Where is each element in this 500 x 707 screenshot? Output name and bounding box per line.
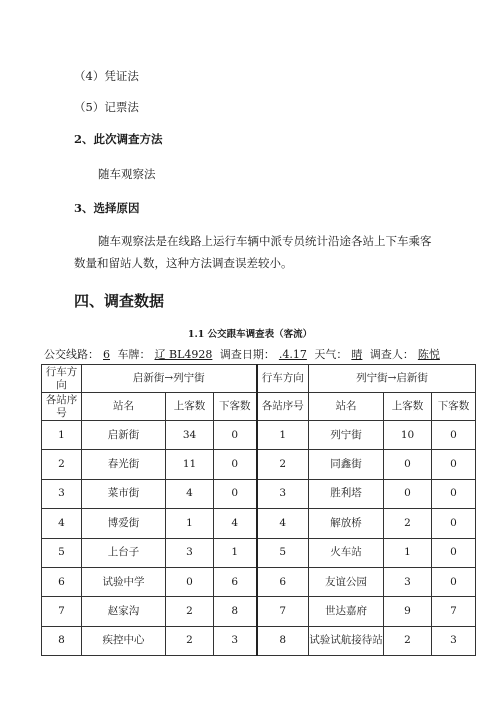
header-route-1: 启新街→列宁街 (82, 365, 257, 393)
boarding-cell-dir2: 0 (384, 479, 432, 508)
header-off-2: 下客数 (432, 393, 476, 421)
seq-cell-dir1: 7 (42, 597, 82, 626)
station-cell-dir2: 解放桥 (309, 509, 384, 538)
boarding-cell-dir1: 2 (166, 597, 214, 626)
weather-value: 晴 (351, 348, 363, 361)
boarding-cell-dir2: 9 (384, 597, 432, 626)
boarding-cell-dir2: 0 (384, 450, 432, 479)
station-cell-dir1: 博爱街 (82, 509, 166, 538)
station-cell-dir2: 胜利塔 (309, 479, 384, 508)
boarding-cell-dir2: 10 (384, 421, 432, 450)
alighting-cell-dir1: 0 (214, 450, 257, 479)
seq-cell-dir1: 4 (42, 509, 82, 538)
table-row (42, 626, 476, 655)
boarding-cell-dir1: 34 (166, 421, 214, 450)
station-cell-dir2: 试验试航接待站 (309, 626, 384, 655)
seq-cell-dir1: 6 (42, 567, 82, 596)
seq-cell-dir1: 1 (42, 421, 82, 450)
line-value: 6 (103, 348, 110, 361)
header-name-1: 站名 (82, 393, 166, 421)
seq-cell-dir1: 2 (42, 450, 82, 479)
alighting-cell-dir2: 3 (432, 626, 476, 655)
alighting-cell-dir1: 6 (214, 567, 257, 596)
header-seq-1: 各站序号 (42, 393, 82, 421)
alighting-cell-dir1: 8 (214, 597, 257, 626)
header-route-2: 列宁街→启新街 (309, 365, 476, 393)
table-row (42, 509, 476, 538)
seq-cell-dir2: 1 (257, 421, 309, 450)
boarding-cell-dir1: 4 (166, 479, 214, 508)
seq-cell-dir2: 7 (257, 597, 309, 626)
station-cell-dir2: 列宁街 (309, 421, 384, 450)
plate-label: 车牌： (117, 348, 151, 361)
table-row (42, 479, 476, 508)
alighting-cell-dir1: 3 (214, 626, 257, 655)
station-cell-dir2: 火车站 (309, 538, 384, 567)
seq-cell-dir1: 3 (42, 479, 82, 508)
alighting-cell-dir2: 7 (432, 597, 476, 626)
alighting-cell-dir2: 0 (432, 509, 476, 538)
table-caption: 1.1 公交跟车调查表（客流） (187, 329, 313, 340)
method-text: 随车观察法 (98, 167, 156, 181)
weather-label: 天气： (314, 348, 348, 361)
boarding-cell-dir1: 1 (166, 509, 214, 538)
seq-cell-dir2: 2 (257, 450, 309, 479)
boarding-cell-dir1: 3 (166, 538, 214, 567)
alighting-cell-dir1: 0 (214, 421, 257, 450)
surveyor-value: 陈悦 (417, 348, 440, 361)
station-cell-dir1: 疾控中心 (82, 626, 166, 655)
header-name-2: 站名 (309, 393, 384, 421)
alighting-cell-dir1: 1 (214, 538, 257, 567)
section-title: 四、调查数据 (74, 292, 165, 310)
seq-cell-dir2: 4 (257, 509, 309, 538)
subheading-reason: 3、选择原因 (74, 201, 140, 215)
list-item-5: （5）记票法 (74, 100, 139, 114)
boarding-cell-dir1: 2 (166, 626, 214, 655)
alighting-cell-dir1: 4 (214, 509, 257, 538)
boarding-cell-dir2: 3 (384, 567, 432, 596)
station-cell-dir1: 启新街 (82, 421, 166, 450)
seq-cell-dir1: 5 (42, 538, 82, 567)
alighting-cell-dir2: 0 (432, 567, 476, 596)
seq-cell-dir2: 8 (257, 626, 309, 655)
station-cell-dir1: 菜市街 (82, 479, 166, 508)
station-cell-dir1: 上台子 (82, 538, 166, 567)
station-cell-dir2: 友谊公园 (309, 567, 384, 596)
list-item-4: （4）凭证法 (74, 69, 139, 83)
station-cell-dir2: 世达嘉府 (309, 597, 384, 626)
alighting-cell-dir2: 0 (432, 479, 476, 508)
table-row (42, 450, 476, 479)
subheading-method: 2、此次调查方法 (74, 132, 163, 146)
survey-table (41, 364, 476, 656)
seq-cell-dir2: 3 (257, 479, 309, 508)
date-label: 调查日期： (219, 348, 275, 361)
plate-value: 辽 BL4928 (154, 348, 213, 361)
table-header-columns (42, 393, 476, 421)
header-on-1: 上客数 (166, 393, 214, 421)
alighting-cell-dir2: 0 (432, 538, 476, 567)
table-row (42, 538, 476, 567)
table-row (42, 567, 476, 596)
boarding-cell-dir1: 0 (166, 567, 214, 596)
header-on-2: 上客数 (384, 393, 432, 421)
seq-cell-dir2: 5 (257, 538, 309, 567)
alighting-cell-dir2: 0 (432, 450, 476, 479)
survey-info-line (44, 346, 444, 362)
reason-paragraph: 随车观察法是在线路上运行车辆中派专员统计沿途各站上下车乘客数量和留站人数，这种方法调查误差较小。 (74, 234, 432, 270)
table-row (42, 597, 476, 626)
table-header-direction (42, 365, 476, 393)
boarding-cell-dir2: 2 (384, 509, 432, 538)
station-cell-dir1: 春光街 (82, 450, 166, 479)
header-seq-2: 各站序号 (257, 393, 309, 421)
station-cell-dir2: 同鑫街 (309, 450, 384, 479)
boarding-cell-dir2: 1 (384, 538, 432, 567)
seq-cell-dir2: 6 (257, 567, 309, 596)
boarding-cell-dir1: 11 (166, 450, 214, 479)
date-value: .4.17 (278, 348, 307, 361)
header-off-1: 下客数 (214, 393, 257, 421)
alighting-cell-dir1: 0 (214, 479, 257, 508)
surveyor-label: 调查人： (369, 348, 414, 361)
seq-cell-dir1: 8 (42, 626, 82, 655)
station-cell-dir1: 试验中学 (82, 567, 166, 596)
line-label: 公交线路： (44, 348, 99, 361)
alighting-cell-dir2: 0 (432, 421, 476, 450)
header-direction-2: 行车方向 (257, 365, 309, 393)
table-row (42, 421, 476, 450)
header-direction-1: 行车方向 (42, 365, 82, 393)
station-cell-dir1: 赵家沟 (82, 597, 166, 626)
boarding-cell-dir2: 2 (384, 626, 432, 655)
